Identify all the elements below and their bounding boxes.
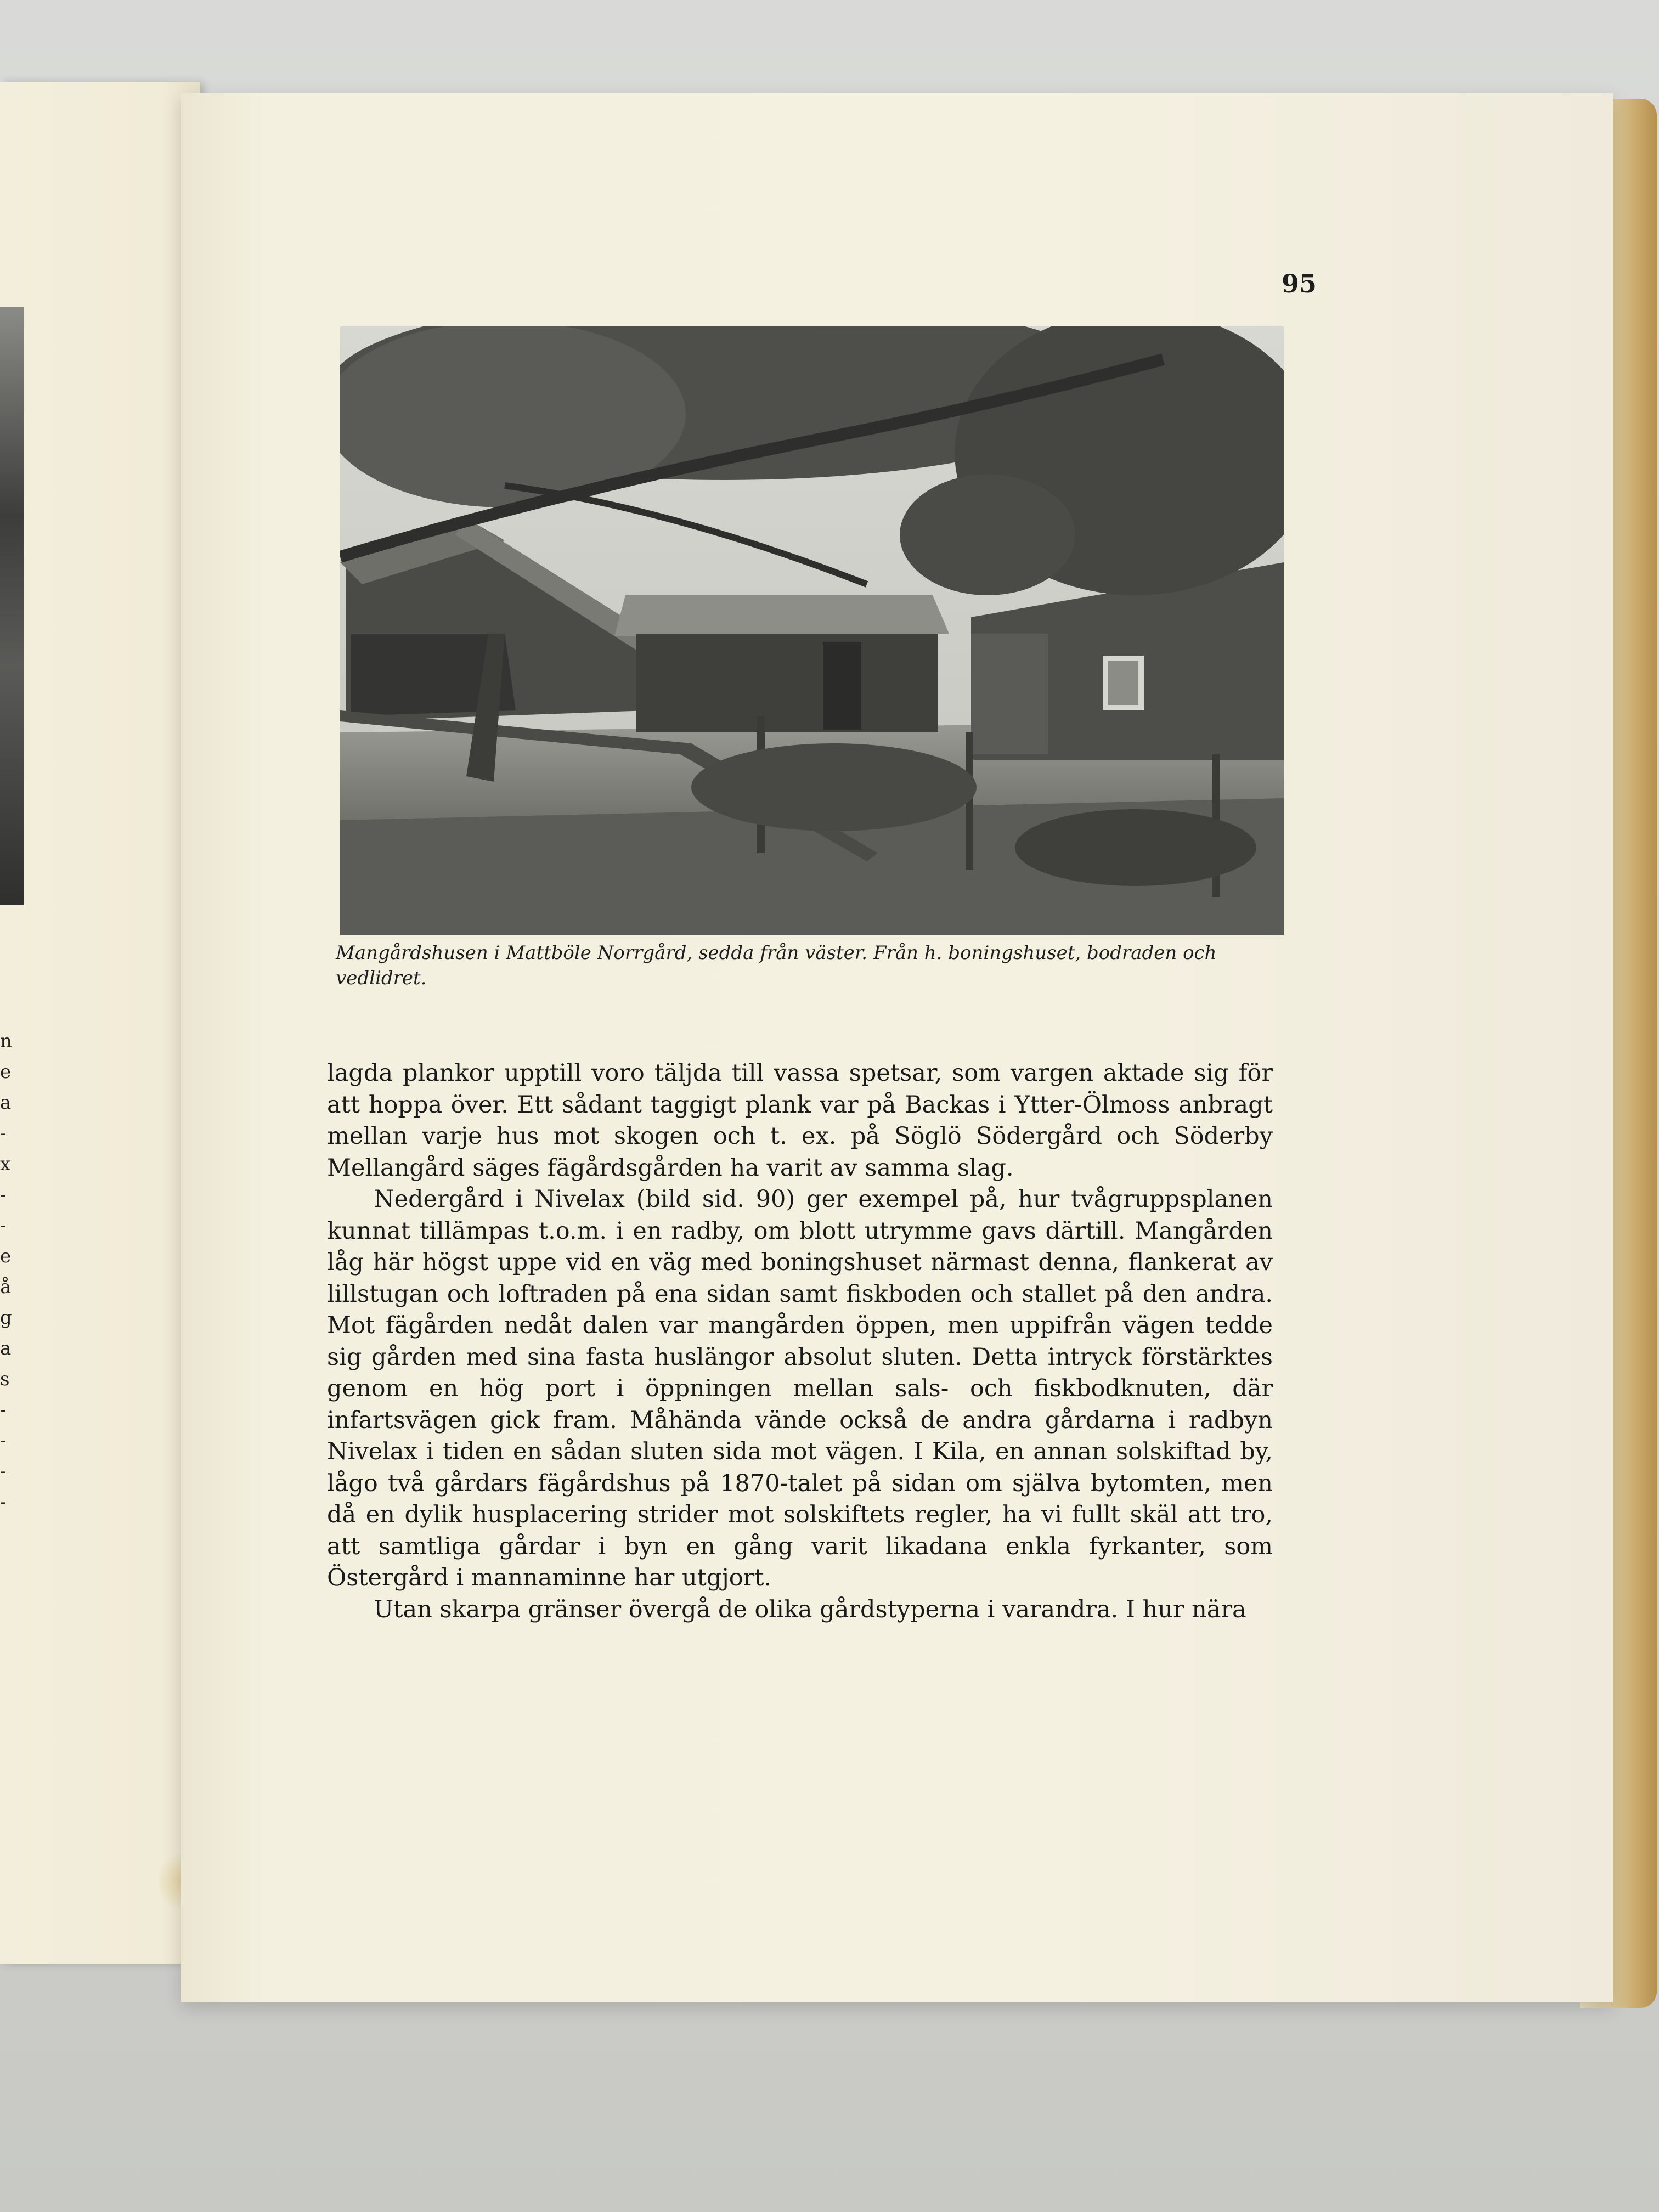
paragraph: lagda plankor upptill voro täljda till vassa spetsar, som vargen aktade sig för att hoppa över. Ett sådant taggigt plank var på Backas i Ytter-Ölmoss anbragt mellan varje hus mot skogen och t. ex. på Söglö Södergård och Söderby Mellangård säges fägårdsgården ha varit av samma slag. <box>327 1059 1273 1182</box>
left-page-letter: e <box>0 1245 12 1267</box>
left-page-letter: å <box>0 1276 12 1298</box>
left-page-letter: - <box>0 1430 7 1452</box>
left-page-letter: - <box>0 1491 7 1513</box>
left-page-letter: - <box>0 1399 7 1421</box>
paragraph: Nedergård i Nivelax (bild sid. 90) ger exempel på, hur tvågruppsplanen kunnat tillämpas t.o.m. i en radby, om blott utrymme gavs därtill. Mangården låg här högst uppe vid en väg med boningshuset närmast denna, flankerat av lillstugan och loftraden på ena sidan samt fiskboden och stallet på den andra. Mot fägården nedåt dalen var mangården öppen, men uppifrån vägen tedde sig gården med sina fasta huslängor absolut sluten. Detta intryck förstärktes genom en hög port i öppningen mellan sals- och fiskbodknuten, där infartsvägen gick fram. Måhända vände också de andra gårdarna i radbyn Nivelax i tiden en sådan sluten sida mot vägen. I Kila, en annan solskiftad by, lågo två gårdars fägårdshus på 1870-talet på sidan om själva bytomten, men då en dylik husplacering strider mot solskiftets regler, ha vi fullt skäl att tro, att samtliga gårdar i byn en gång varit likadana enkla fyrkanter, som Östergård i mannaminne har utgjort. <box>327 1186 1273 1592</box>
paragraph: Utan skarpa gränser övergå de olika gårdstyperna i varandra. I hur nära <box>374 1595 1246 1623</box>
left-page-letter: a <box>0 1338 12 1359</box>
photo-caption: Mangårdshusen i Mattböle Norrgård, sedda från väster. Från h. boningshuset, bodraden och vedlidret. <box>336 942 1217 989</box>
left-page-letter: e <box>0 1061 12 1083</box>
left-page-letter: s <box>0 1368 10 1390</box>
left-page-letter: x <box>0 1153 11 1175</box>
left-page-letter: - <box>0 1184 7 1206</box>
left-page-letter: - <box>0 1460 7 1482</box>
left-page-letter: - <box>0 1122 7 1144</box>
left-page-letter: - <box>0 1215 7 1237</box>
page-number: 95 <box>1281 269 1317 298</box>
left-page-photo-edge <box>0 307 24 905</box>
left-page-letter: n <box>0 1030 12 1052</box>
body-text <box>327 1058 1273 1626</box>
left-page-letter: g <box>0 1307 12 1329</box>
left-page-letter: a <box>0 1092 12 1114</box>
left-page <box>0 82 200 1964</box>
farmhouse-photograph <box>340 326 1284 935</box>
left-page-text-edge <box>0 1026 22 1517</box>
